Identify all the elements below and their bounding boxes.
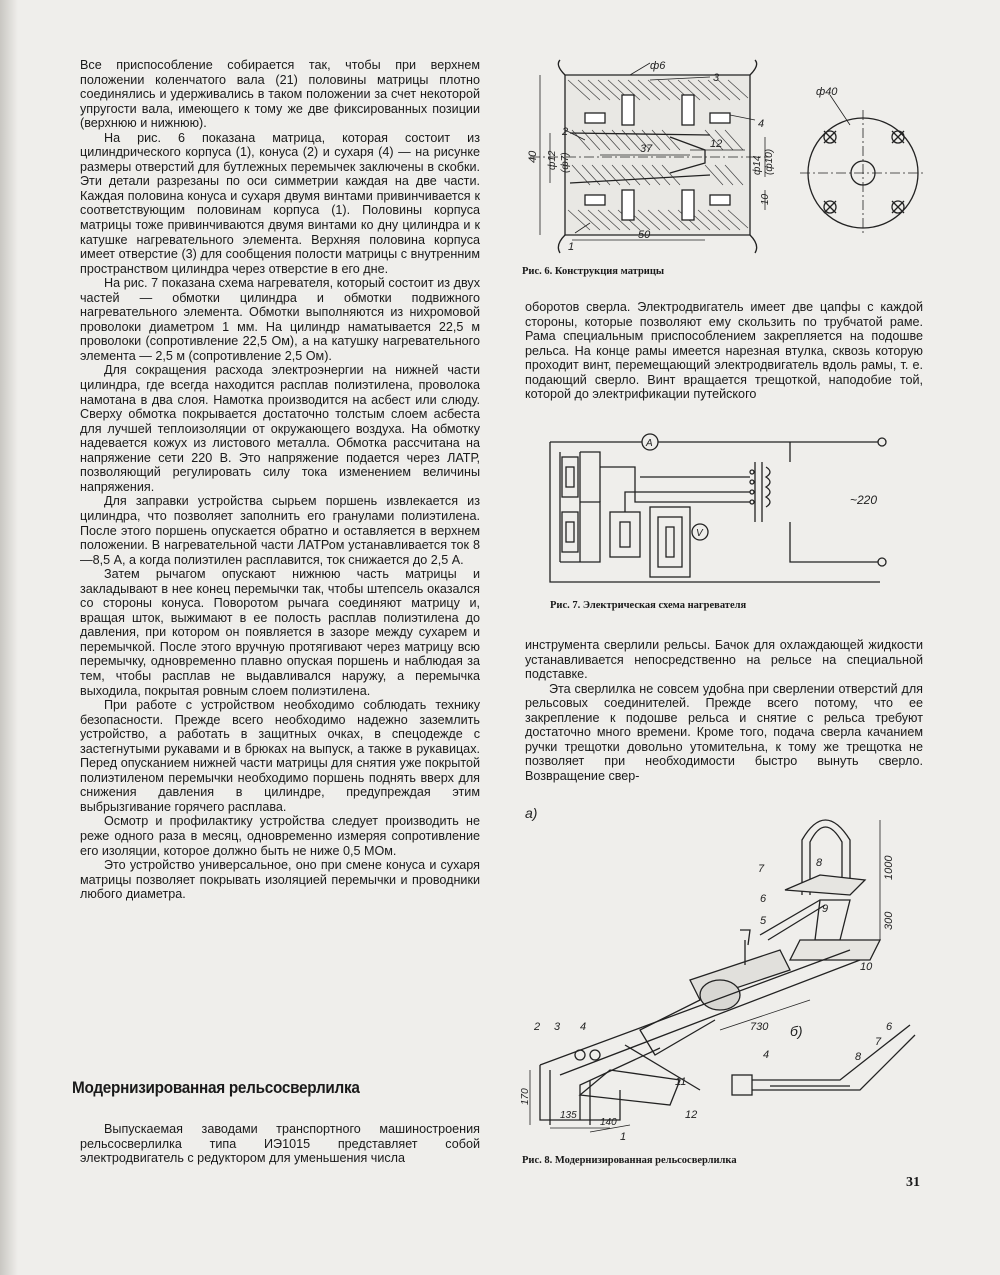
paragraph: оборотов сверла. Электродвигатель имеет две цапфы с каждой стороны, которые позволяют ему скользить по трубчатой раме. Рама специальным приспособлением закрепляется на подошве рельса. На конце рамы имеется нарезная втулка, сквозь которую проходит винт, перемещающий электродвигатель вдоль рамы, т. е. подающий сверло. Винт вращается трещоткой, наподобие той, которой до электрификации путейского: [525, 300, 923, 402]
label-12: 12: [710, 138, 723, 150]
paragraph: инструмента сверлили рельсы. Бачок для охлаждающей жидкости устанавливается непосредственно на рельсе на специальной подставке.: [525, 638, 923, 682]
paragraph: Затем рычагом опускают нижнюю часть матрицы и закладывают в нее конец перемычки так, чтобы штепсель оказался со стороны конуса. Поворотом рычага соединяют матрицу и, вращая шток, выжимают в ее полость расплав полиэтилена до давления, при котором он появляется в зазоре между сухарем и перемычкой. После этого вручную протягивают через матрицу всю перемычку, одновременно плавно опуская поршень и наблюдая за тем, чтобы расплав не выдавливался наружу, а перемычка выходила, покрытая ровным слоем полиэтилена.: [80, 567, 480, 698]
label-b6: 6: [886, 1021, 893, 1033]
label-37: 37: [640, 143, 653, 155]
label-1000: 1000: [883, 855, 895, 880]
voltage-label: ~220: [850, 493, 878, 507]
label-d12: ф12: [547, 150, 558, 170]
label-d7: (ф7): [560, 152, 571, 173]
label-170: 170: [520, 1088, 531, 1105]
right-text-column-bottom: [525, 638, 923, 783]
figure-6-caption: Рис. 6. Конструкция матрицы: [522, 266, 665, 277]
label-d6: ф6: [650, 60, 666, 72]
figure-6-matrix-drawing: [510, 55, 930, 260]
label-300: 300: [883, 911, 895, 930]
page-number: 31: [906, 1175, 920, 1190]
paragraph: Выпускаемая заводами транспортного машиностроения рельсосверлилка типа ИЭ1015 представляет собой электродвигатель с редуктором для уменьшения числа: [80, 1122, 480, 1166]
label-9: 9: [822, 903, 829, 915]
label-12: 12: [685, 1109, 698, 1121]
figure-7-heater-circuit: [540, 432, 900, 592]
label-d40: ф40: [816, 86, 838, 98]
figure-8-caption: Рис. 8. Модернизированная рельсосверлилка: [522, 1155, 737, 1166]
label-7: 7: [758, 863, 765, 875]
label-10: 10: [760, 193, 771, 205]
label-h40: 40: [527, 150, 539, 163]
label-b8: 8: [855, 1051, 862, 1063]
label-8: 8: [816, 857, 823, 869]
section-heading: Модернизированная рельсосверлилка: [72, 1078, 360, 1097]
label-3: 3: [554, 1021, 561, 1033]
label-140: 140: [600, 1117, 617, 1128]
bottom-left-text: [80, 1122, 480, 1166]
label-a: а): [525, 805, 538, 821]
figure-7-caption: Рис. 7. Электрическая схема нагревателя: [550, 600, 747, 611]
label-50: 50: [638, 229, 651, 241]
label-6: 6: [760, 893, 767, 905]
label-b: б): [790, 1023, 803, 1039]
label-3: 3: [713, 72, 720, 84]
page-edge-shadow: [0, 0, 18, 1275]
label-b7: 7: [875, 1036, 882, 1048]
label-4: 4: [580, 1021, 587, 1033]
paragraph: На рис. 6 показана матрица, которая состоит из цилиндрического корпуса (1), конуса (2) и сухаря (4) — на рисунке размеры отверстий для бутлежных перемычек заключены в скобки. Эти детали разрезаны по оси симметрии каждая на две части. Каждая половина конуса и сухаря двумя винтами привинчивается к соответствующим половинам корпуса (1). Половины корпуса матрицы тоже привинчиваются двумя винтами ко дну цилиндра и к катушке нагревательного элемента. Верхняя половина корпуса имеет отверстие (3) для сообщения полости матрицы с внутренним пространством цилиндра через отверстие в его дне.: [80, 130, 480, 276]
paragraph: На рис. 7 показана схема нагревателя, который состоит из двух частей — обмотки цилиндра и обмотки подвижного нагревательного элемента. Обмотки выполняются из нихромовой проволоки диаметром 1 мм. На цилиндр наматывается 22,5 м проволоки (сопротивление 22,5 Ом), а на катушку нагревательного элемента — 2,5 м (сопротивление 2,5 Ом).: [80, 276, 480, 363]
paragraph: Для сокращения расхода электроэнергии на нижней части цилиндра, где всегда находится расплав полиэтилена, проволока намотана в два слоя. Намотка производится на асбест или слюду. Сверху обмотка покрывается достаточно толстым слоем асбеста для лучшей теплоизоляции от окружающего воздуха. На обмотку надевается кожух из листового металла. Обмотка рассчитана на напряжение сети 220 В. Это напряжение подается через ЛАТР, позволяющий регулировать силу тока изменением величины напряжения.: [80, 363, 480, 494]
paragraph: При работе с устройством необходимо соблюдать технику безопасности. Прежде всего необходимо надежно заземлить устройство, а работать в защитных очках, в спецодежде с застегнутыми рукавами и в брюках на выпуск, а также в рукавицах. Перед опусканием нижней части матрицы для снятия уже покрытой полиэтиленом перемычки необходимо поршень поднять вверх для снижения давления в цилиндре, предупреждая этим выбрызгивание горячего расплава.: [80, 698, 480, 814]
label-d10: (ф10): [764, 148, 775, 175]
label-2: 2: [534, 1021, 541, 1033]
label-11: 11: [675, 1076, 687, 1088]
label-b4: 4: [763, 1049, 770, 1061]
label-135: 135: [560, 1110, 577, 1121]
figure-8-rail-drill: [520, 800, 920, 1145]
paragraph: Это устройство универсальное, оно при смене конуса и сухаря матрицы позволяет покрывать изоляцией перемычки и проводники любого диаметра.: [80, 858, 480, 902]
label-730: 730: [750, 1021, 769, 1033]
label-2: 2: [562, 126, 569, 138]
paragraph: Осмотр и профилактику устройства следует производить не реже одного раза в месяц, одновременно измеряя сопротивление его изоляции, которое должно быть не ниже 0,5 МОм.: [80, 814, 480, 858]
paragraph: Эта сверлилка не совсем удобна при сверлении отверстий для рельсовых соединителей. Прежде всего потому, что ее закрепление к подошве рельса и снятие с рельса требуют достаточно много времени. Кроме того, подача сверла качанием ручки трещотки довольно утомительна, к тому же трещотка не позволяет при необходимости быстро вынуть сверло. Возвращение свер-: [525, 681, 923, 783]
label-4: 4: [758, 118, 765, 130]
label-10: 10: [860, 961, 873, 973]
label-1: 1: [568, 241, 575, 253]
left-text-column: [80, 58, 480, 902]
right-text-column-top: [525, 300, 923, 402]
label-1: 1: [620, 1131, 627, 1143]
voltmeter-label: V: [696, 528, 703, 539]
label-5: 5: [760, 915, 767, 927]
label-d14: ф14: [752, 155, 763, 175]
paragraph: Для заправки устройства сырьем поршень извлекается из цилиндра, что позволяет заполнить его гранулами полиэтилена. После этого поршень опускается обратно и оставляется в верхнем положении. В нагревательной части ЛАТРом устанавливается ток 8—8,5 А, а когда полиэтилен расплавится, ток снижается до 2,5 А.: [80, 494, 480, 567]
ammeter-label: A: [646, 438, 653, 449]
paragraph: Все приспособление собирается так, чтобы при верхнем положении коленчатого вала (21) половины матрицы плотно соединялись и удерживались в таком положении за счет некоторой упругости вала, имеющего к тому же две фиксированных позиции (верхнюю и нижнюю).: [80, 58, 480, 131]
